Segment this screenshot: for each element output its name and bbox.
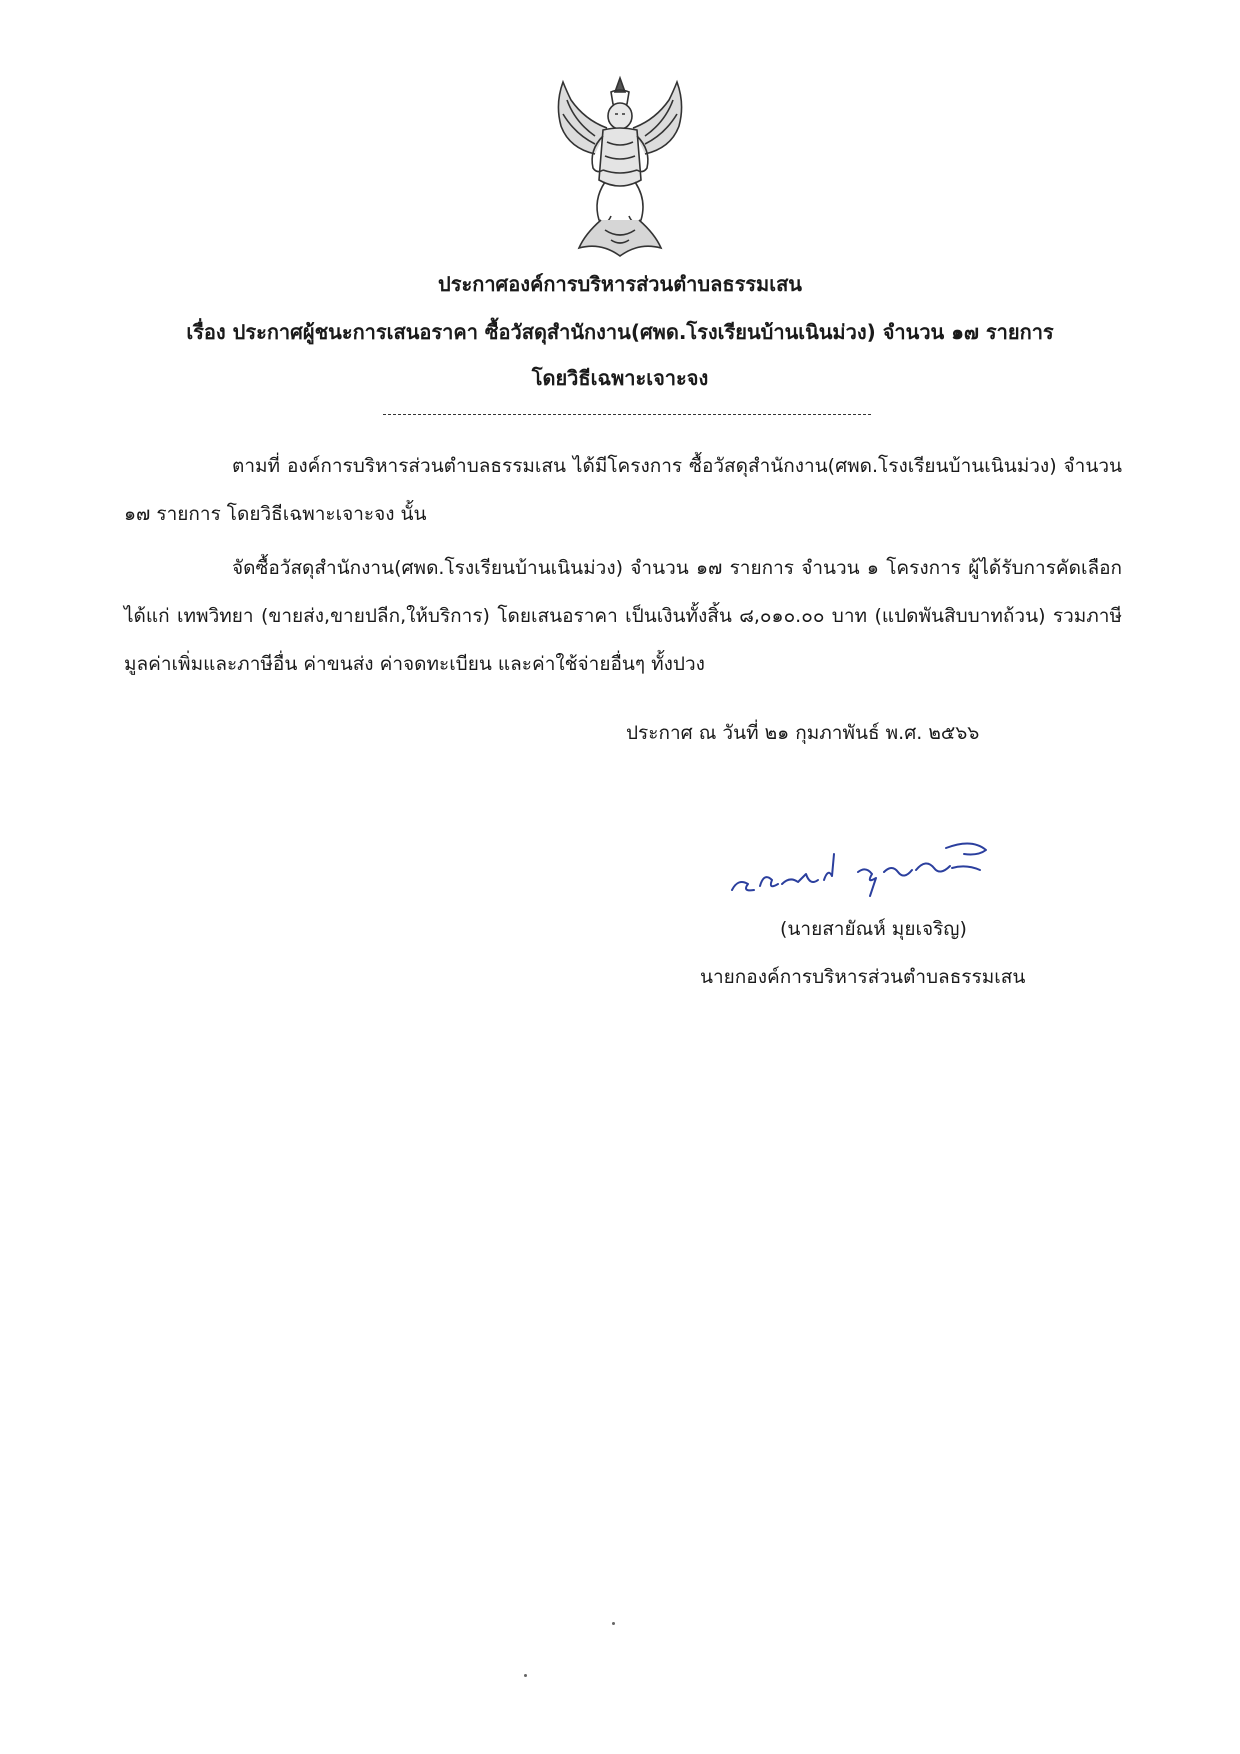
announcement-date: ประกาศ ณ วันที่ ๒๑ กุมภาพันธ์ พ.ศ. ๒๕๖๖ — [626, 722, 980, 744]
announcement-subject: เรื่อง ประกาศผู้ชนะการเสนอราคา ซื้อวัสดุสำนักงาน(ศพด.โรงเรียนบ้านเนินม่วง) จำนวน ๑๗ รายการ — [186, 320, 1054, 344]
body-paragraph-1-text: ตามที่ องค์การบริหารส่วนตำบลธรรมเสน ได้มีโครงการ ซื้อวัสดุสำนักงาน(ศพด.โรงเรียนบ้านเนินม่วง) จำนวน ๑๗ รายการ โดยวิธีเฉพาะเจาะจง นั้น — [124, 455, 1122, 525]
body-paragraph-1 — [124, 442, 1122, 538]
body-paragraph-2 — [124, 544, 1122, 688]
scan-speck — [612, 1622, 615, 1625]
signer-name: (นายสายัณห์ มุยเจริญ) — [780, 918, 967, 940]
scan-speck — [524, 1674, 527, 1677]
header-divider — [383, 414, 871, 415]
announcement-org-title: ประกาศองค์การบริหารส่วนตำบลธรรมเสน — [438, 272, 802, 296]
procurement-method: โดยวิธีเฉพาะเจาะจง — [531, 366, 709, 390]
signer-position: นายกองค์การบริหารส่วนตำบลธรรมเสน — [700, 966, 1026, 988]
handwritten-signature — [720, 828, 1000, 908]
body-paragraph-2-text: จัดซื้อวัสดุสำนักงาน(ศพด.โรงเรียนบ้านเนินม่วง) จำนวน ๑๗ รายการ จำนวน ๑ โครงการ ผู้ได้รับการคัดเลือก ได้แก่ เทพวิทยา (ขายส่ง,ขายปลีก,ให้บริการ) โดยเสนอราคา เป็นเงินทั้งสิ้น ๘,๐๑๐.๐๐ บาท (แปดพันสิบบาทถ้วน) รวมภาษีมูลค่าเพิ่มและภาษีอื่น ค่าขนส่ง ค่าจดทะเบียน และค่าใช้จ่ายอื่นๆ ทั้งปวง — [124, 557, 1122, 675]
garuda-emblem-icon — [545, 70, 695, 260]
